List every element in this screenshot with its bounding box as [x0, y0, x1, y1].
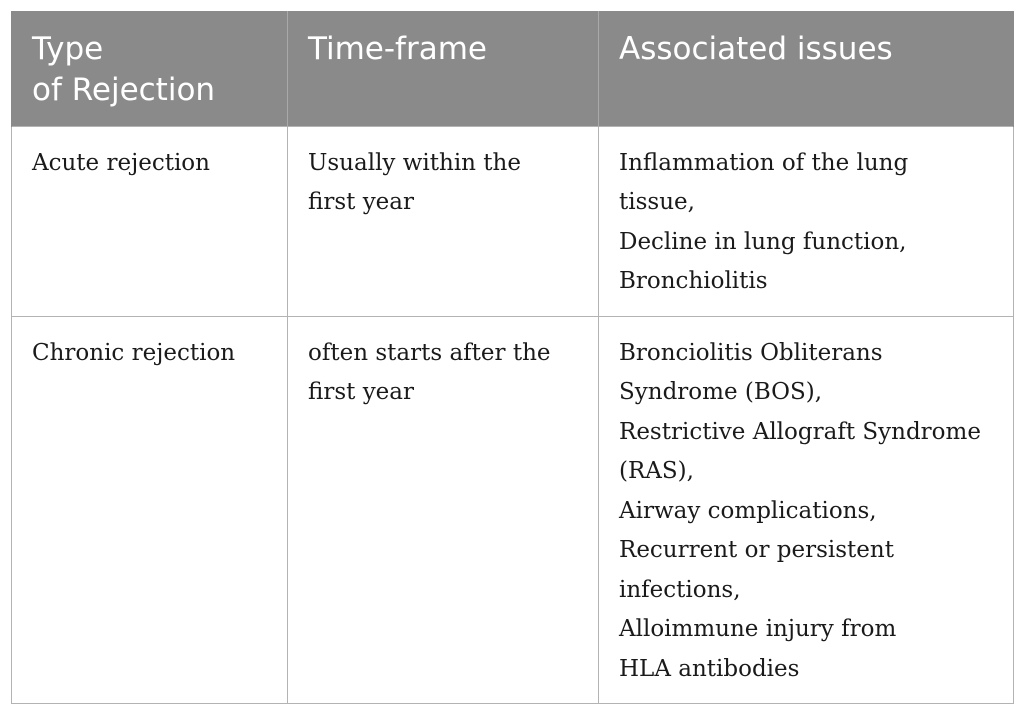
header-time-frame: Time-frame — [288, 11, 599, 126]
cell-timeframe: Usually within the first year — [288, 126, 599, 316]
cell-timeframe: often starts after the first year — [288, 316, 599, 704]
table-body — [12, 126, 1014, 704]
rejection-table — [11, 11, 1014, 704]
cell-type: Chronic rejection — [12, 316, 288, 704]
header-associated-issues: Associated issues — [599, 11, 1014, 126]
cell-issues: Bronciolitis Obliterans Syndrome (BOS), Restrictive Allograft Syndrome (RAS), Airway complications, Recurrent or persistent infections, Alloimmune injury from HLA antibodies — [599, 316, 1014, 704]
rejection-table-container — [11, 11, 1013, 704]
table-row — [12, 316, 1014, 704]
cell-issues: Inflammation of the lung tissue, Decline in lung function, Bronchiolitis — [599, 126, 1014, 316]
table-header — [12, 11, 1014, 126]
header-row — [12, 11, 1014, 126]
table-row — [12, 126, 1014, 316]
cell-type: Acute rejection — [12, 126, 288, 316]
header-type-of-rejection: Type of Rejection — [12, 11, 288, 126]
